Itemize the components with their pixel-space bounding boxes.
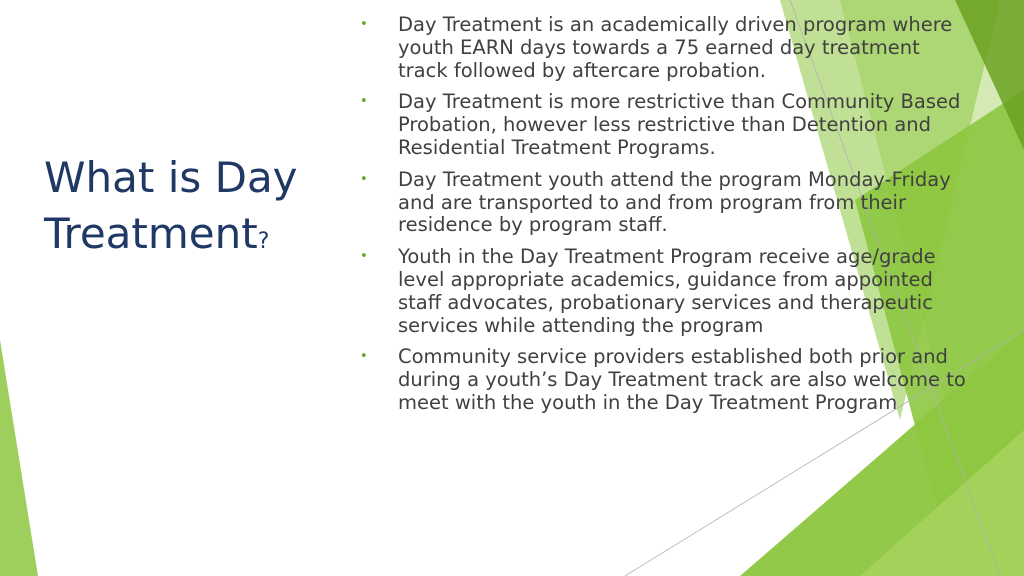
bullet-item [358, 91, 970, 159]
bullet-text: Community service providers established both prior and during a youth’s Day Treatment track are also welcome to meet with the youth in the Day Treatment Program [398, 345, 966, 414]
left-green-sliver [0, 340, 38, 576]
slide-title [44, 150, 334, 270]
bullet-list [358, 14, 970, 424]
bullet-item [358, 169, 970, 237]
bullet-text: Day Treatment youth attend the program Monday-Friday and are transported to and from program from their residence by program staff. [398, 167, 951, 237]
bullet-dot-icon: • [360, 171, 368, 187]
bullet-text: Youth in the Day Treatment Program receive age/grade level appropriate academics, guidance from appointed staff advocates, probationary services and therapeutic services while attending the program [398, 245, 936, 337]
bullet-dot-icon: • [360, 349, 368, 365]
bullet-dot-icon: • [360, 94, 368, 110]
bullet-item [358, 14, 970, 82]
title-question-mark: ? [257, 229, 270, 254]
bullet-dot-icon: • [360, 249, 368, 265]
bullet-text: Day Treatment is more restrictive than Community Based Probation, however less restrictive than Detention and Residential Treatment Programs. [398, 90, 961, 159]
bullet-text: Day Treatment is an academically driven program where youth EARN days towards a 75 earned day treatment track followed by aftercare probation. [398, 13, 953, 82]
bullet-dot-icon: • [360, 17, 368, 32]
bullet-item [358, 346, 970, 414]
bullet-item [358, 246, 970, 337]
title-main: What is Day Treatment [44, 153, 298, 258]
